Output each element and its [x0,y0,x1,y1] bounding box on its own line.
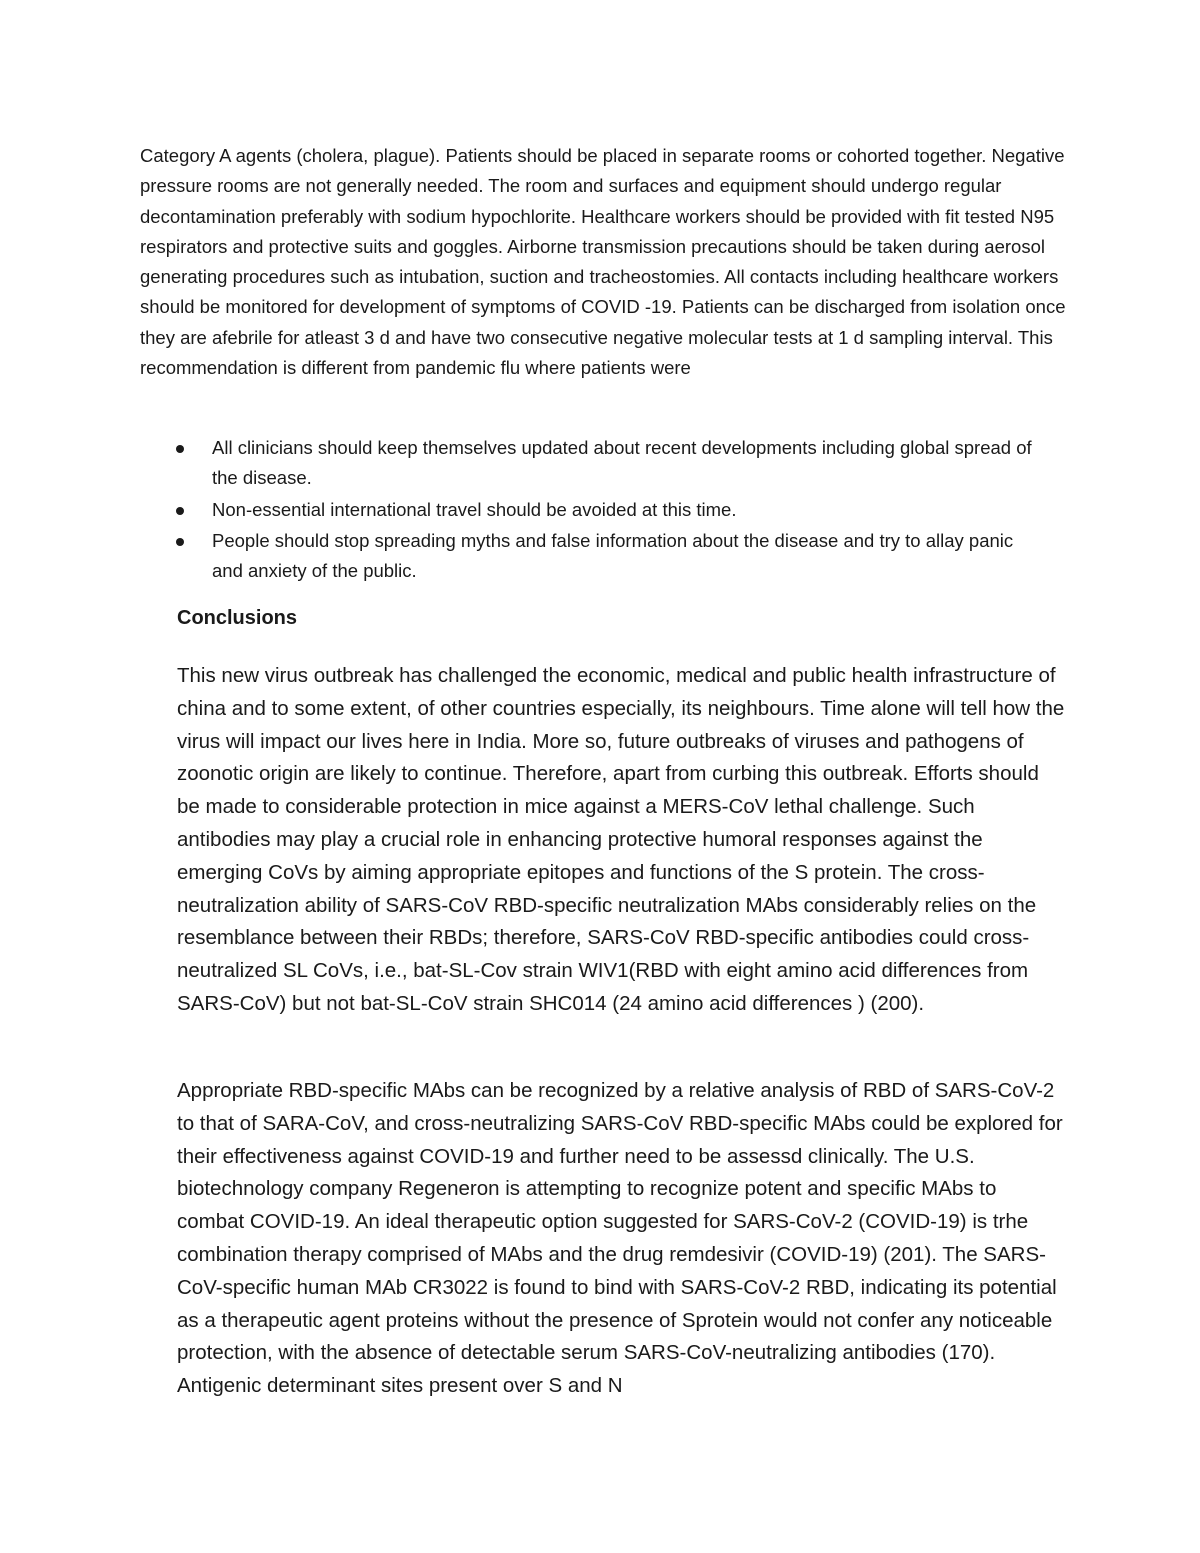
list-item-text: People should stop spreading myths and false information about the disease and try to allay panic and anxiety of the public. [212,529,1014,582]
list-item [140,526,1040,587]
list-item [140,433,1040,494]
conclusion-paragraph-2: Appropriate RBD-specific MAbs can be recognized by a relative analysis of RBD of SARS-CoV-2 to that of SARA-CoV, and cross-neutralizing SARS-CoV RBD-specific MAbs could be explored for their effectiveness against COVID-19 and further need to be assessd clinically. The U.S. biotechnology company Regeneron is attempting to recognize potent and specific MAbs to combat COVID-19. An ideal therapeutic option suggested for SARS-CoV-2 (COVID-19) is trhe combination therapy comprised of MAbs and the drug remdesivir (COVID-19) (201). The SARS-CoV-specific human MAb CR3022 is found to bind with SARS-CoV-2 RBD, indicating its potential as a therapeutic agent proteins without the presence of Sprotein would not confer any noticeable protection, with the absence of detectable serum SARS-CoV-neutralizing antibodies (170). Antigenic determinant sites present over S and N [177,1079,1063,1398]
bullet-icon [176,538,184,546]
recommendation-list [140,433,1040,587]
bullet-icon [176,507,184,515]
bullet-icon [176,445,184,453]
list-item-text: All clinicians should keep themselves updated about recent developments including global spread of the disease. [212,437,1032,489]
list-item-text: Non-essential international travel should be avoided at this time. [212,498,737,520]
conclusion-paragraph-1: This new virus outbreak has challenged the economic, medical and public health infrastructure of china and to some extent, of other countries especially, its neighbours. Time alone will tell how the virus will impact our lives here in India. More so, future outbreaks of viruses and pathogens of zoonotic origin are likely to continue. Therefore, apart from curbing this outbreak. Efforts should be made to considerable protection in mice against a MERS-CoV lethal challenge. Such antibodies may play a crucial role in enhancing protective humoral responses against the emerging CoVs by aiming appropriate epitopes and functions of the S protein. The cross-neutralization ability of SARS-CoV RBD-specific neutralization MAbs considerably relies on the resemblance between their RBDs; therefore, SARS-CoV RBD-specific antibodies could cross-neutralized SL CoVs, i.e., bat-SL-Cov strain WIV1(RBD with eight amino acid differences from SARS-CoV) but not bat-SL-CoV strain SHC014 (24 amino acid differences ) (200). [177,664,1065,1015]
list-item [140,495,1040,525]
intro-paragraph: Category A agents (cholera, plague). Patients should be placed in separate rooms or cohorted together. Negative pressure rooms are not generally needed. The room and surfaces and equipment should undergo regular decontamination preferably with sodium hypochlorite. Healthcare workers should be provided with fit tested N95 respirators and protective suits and goggles. Airborne transmission precautions should be taken during aerosol generating procedures such as intubation, suction and tracheostomies. All contacts including healthcare workers should be monitored for development of symptoms of COVID -19. Patients can be discharged from isolation once they are afebrile for atleast 3 d and have two consecutive negative molecular tests at 1 d sampling interval. This recommendation is different from pandemic flu where patients were [140,145,1066,379]
section-heading: Conclusions [177,607,298,629]
